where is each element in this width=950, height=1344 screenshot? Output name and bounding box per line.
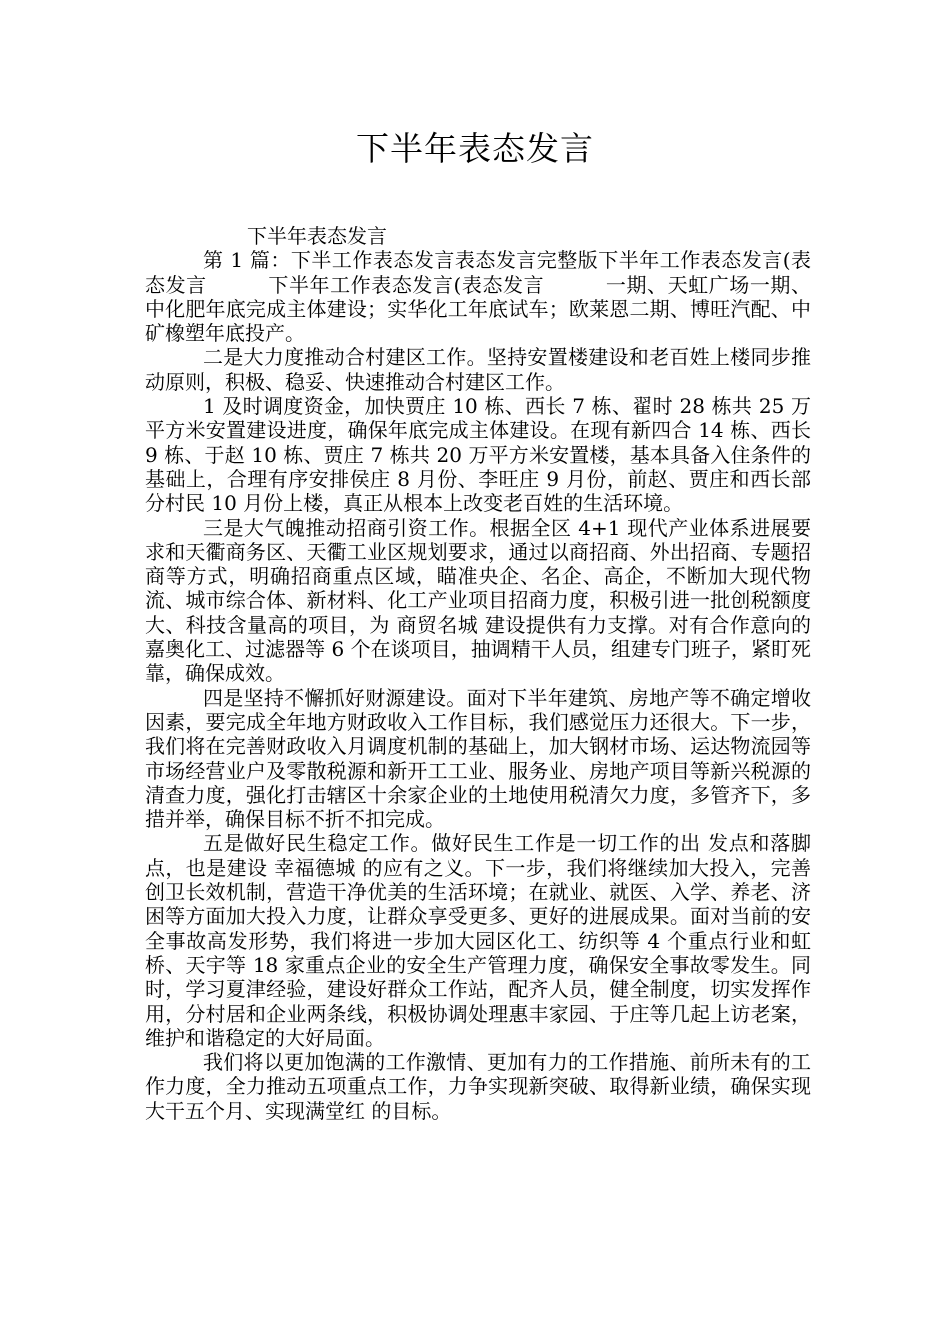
document-body (145, 224, 811, 1123)
document-title: 下半年表态发言 (356, 129, 594, 168)
document-subtitle: 下半年表态发言 (247, 224, 387, 248)
paragraph-7: 我们将以更加饱满的工作激情、更加有力的工作措施、前所未有的工作力度，全力推动五项重点工作，力争实现新突破、取得新业绩，确保实现 大干五个月、实现满堂红 的目标。 (145, 1050, 811, 1123)
paragraph-1: 第 1 篇：下半工作表态发言表态发言完整版下半年工作表态发言(表态发言 下半年工作表态发言(表态发言 一期、天虹广场一期、中化肥年底完成主体建设；实华化工年底试车；欧莱恩二期、博旺汽配、中矿橡塑年底投产。 (145, 248, 811, 346)
paragraph-6: 五是做好民生稳定工作。做好民生工作是一切工作的出 发点和落脚点，也是建设 幸福德城 的应有之义。下一步，我们将继续加大投入，完善创卫长效机制，营造干净优美的生活环境；在就业、就医、入学、养老、济困等方面加大投入力度，让群众享受更多、更好的进展成果。面对当前的安全事故高发形势，我们将进一步加大园区化工、纺织等 4 个重点行业和虹桥、天宇等 18 家重点企业的安全生产管理力度，确保安全事故零发生。同时，学习夏津经验，建设好群众工作站，配齐人员，健全制度，切实发挥作用，分村居和企业两条线，积极协调处理惠丰家园、于庄等几起上访老案，维护和谐稳定的大好局面。 (145, 831, 811, 1050)
paragraph-3: 1 及时调度资金，加快贾庄 10 栋、西长 7 栋、翟时 28 栋共 25 万平方米安置建设进度，确保年底完成主体建设。在现有新四合 14 栋、西长 9 栋、于赵 10 栋、贾庄 7 栋共 20 万平方米安置楼，基本具备入住条件的基础上，合理有序安排侯庄 8 月份、李旺庄 9 月份，前赵、贾庄和西长部分村民 10 月份上楼，真正从根本上改变老百姓的生活环境。 (145, 394, 811, 516)
paragraph-2: 二是大力度推动合村建区工作。坚持安置楼建设和老百姓上楼同步推动原则，积极、稳妥、快速推动合村建区工作。 (145, 345, 811, 394)
paragraph-4: 三是大气魄推动招商引资工作。根据全区 4+1 现代产业体系进展要求和天衢商务区、天衢工业区规划要求，通过以商招商、外出招商、专题招商等方式，明确招商重点区域，瞄准央企、名企、高企，不断加大现代物流、城市综合体、新材料、化工产业项目招商力度，积极引进一批创税额度大、科技含量高的项目，为 商贸名城 建设提供有力支撑。对有合作意向的嘉奥化工、过滤器等 6 个在谈项目，抽调精干人员，组建专门班子，紧盯死靠，确保成效。 (145, 515, 811, 686)
paragraph-5: 四是坚持不懈抓好财源建设。面对下半年建筑、房地产等不确定增收因素，要完成全年地方财政收入工作目标，我们感觉压力还很大。下一步，我们将在完善财政收入月调度机制的基础上，加大钢材市场、运达物流园等市场经营业户及零散税源和新开工工业、服务业、房地产项目等新兴税源的清查力度，强化打击辖区十余家企业的土地使用税清欠力度，多管齐下，多措并举，确保目标不折不扣完成。 (145, 685, 811, 832)
